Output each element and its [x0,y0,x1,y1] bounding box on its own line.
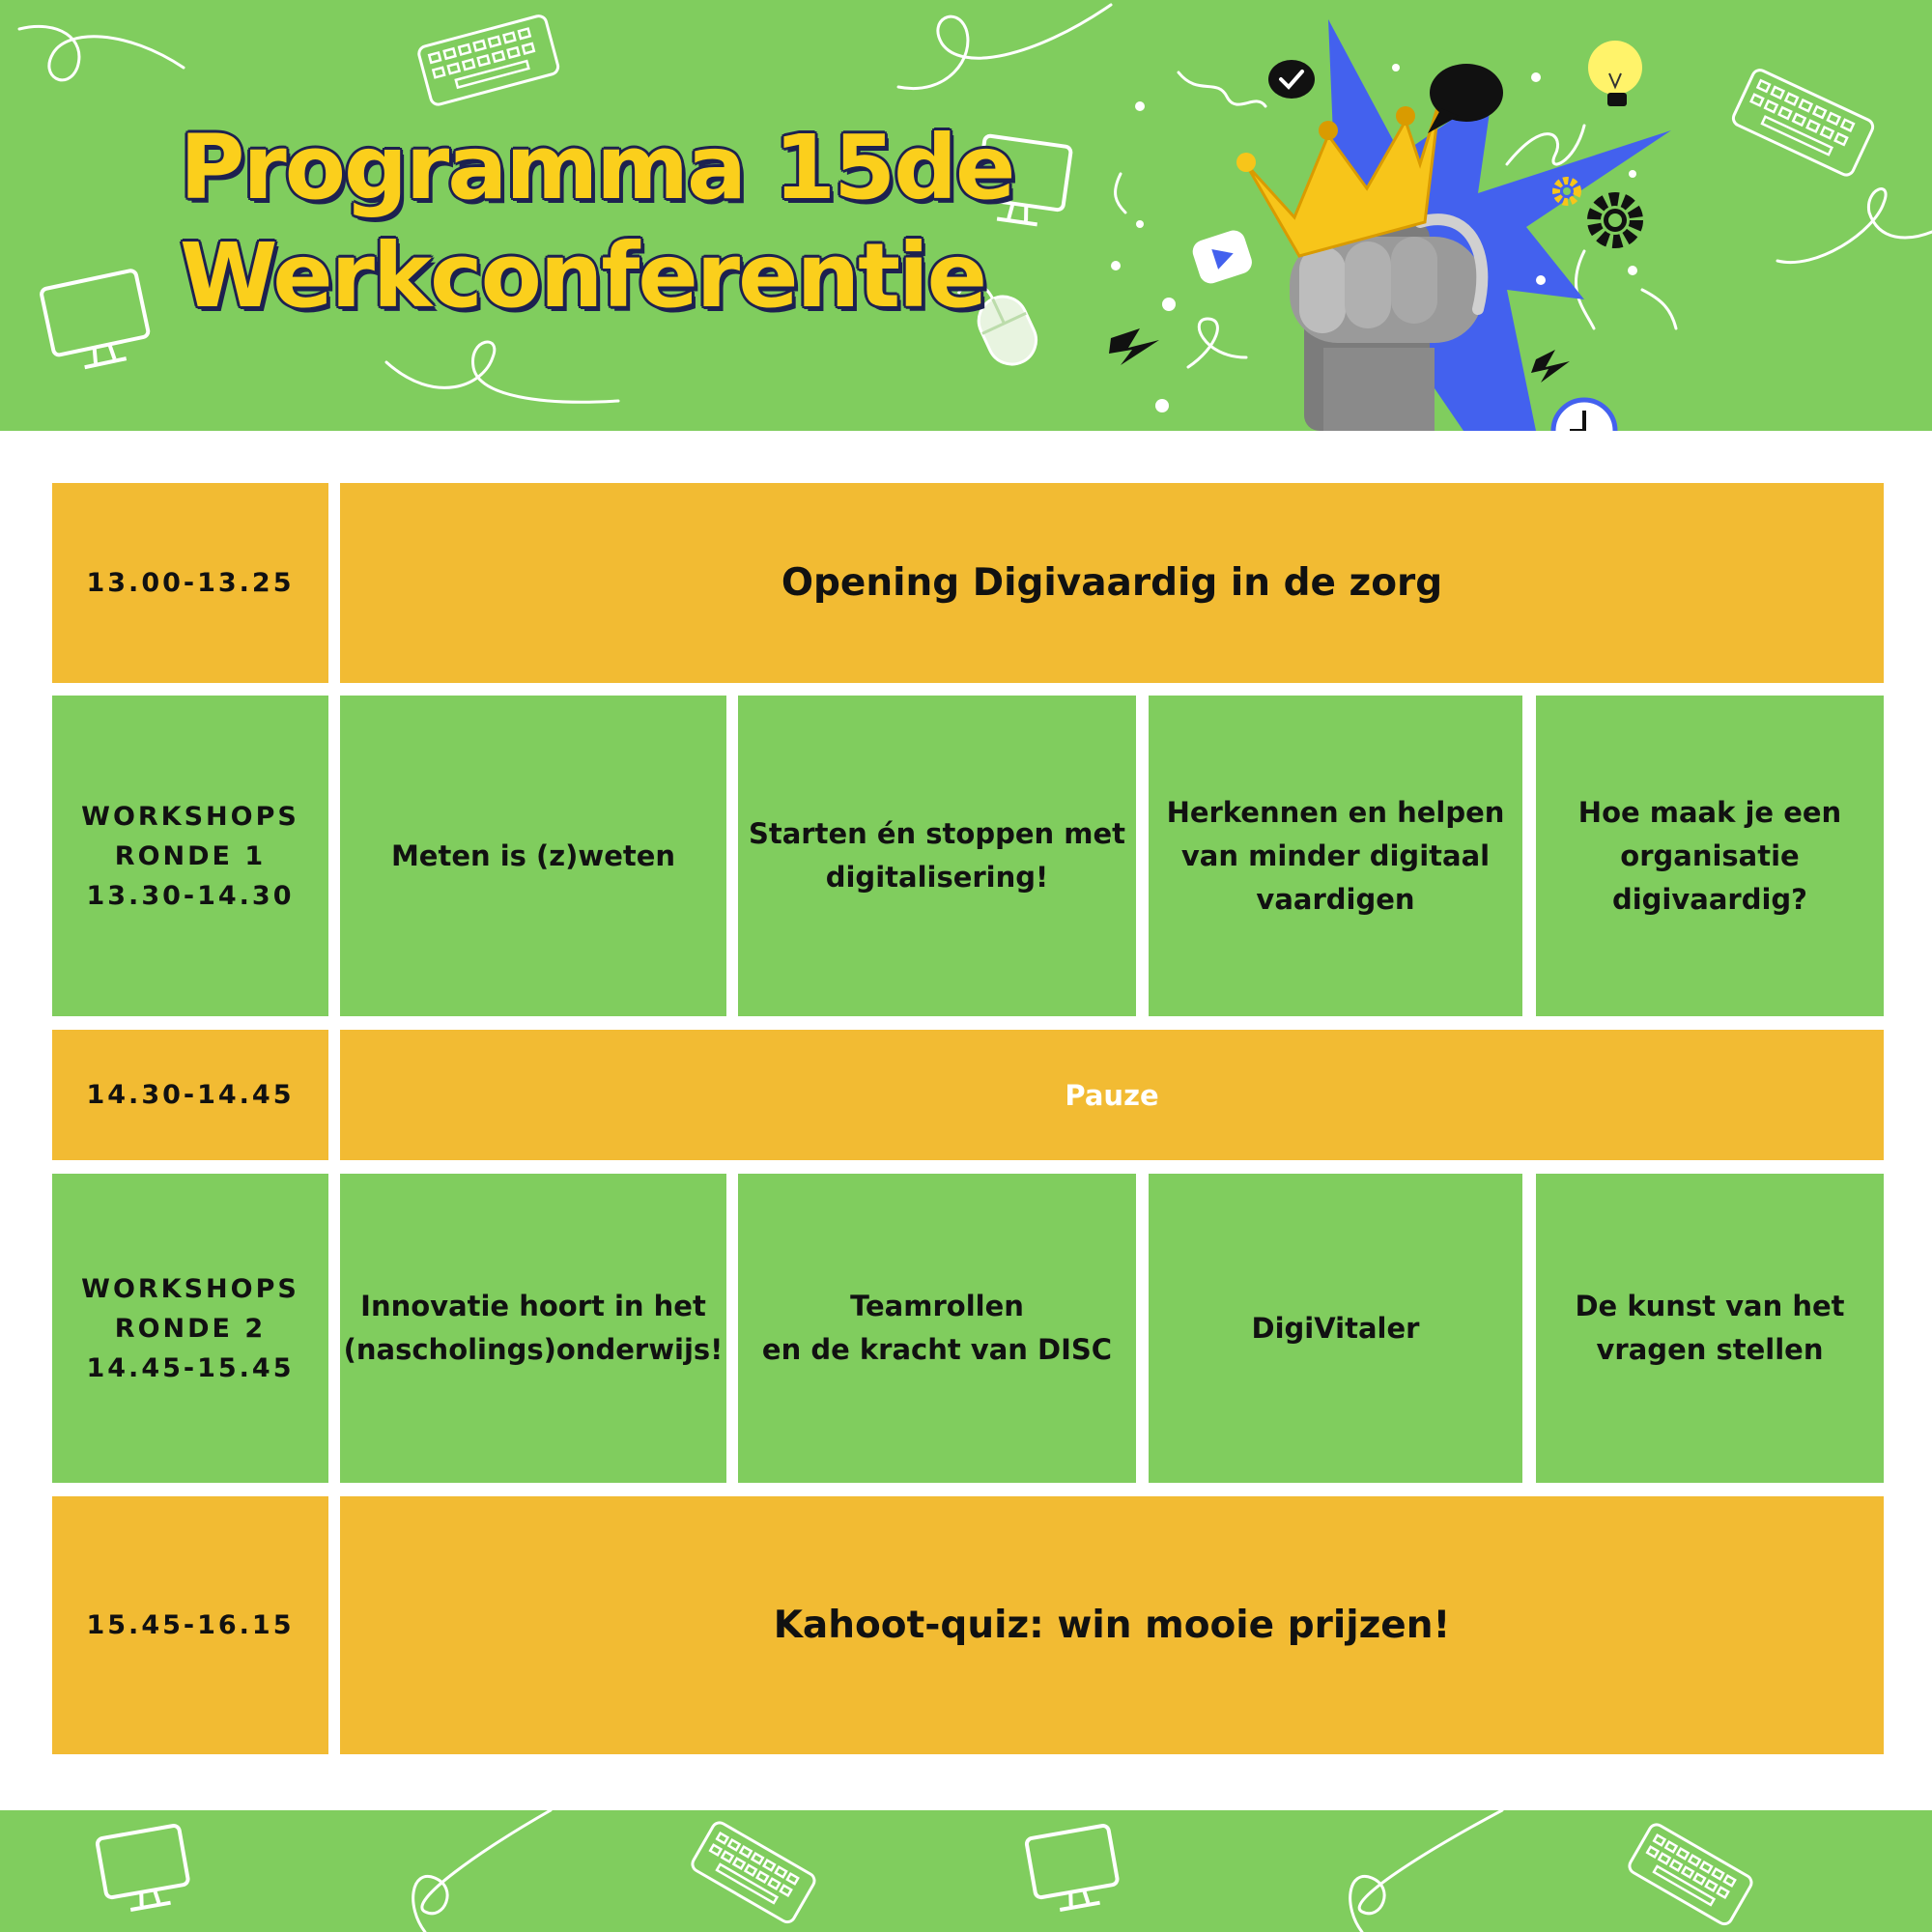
lightning-icon [1531,350,1570,383]
time-cell: 14.30-14.45 [52,1030,328,1160]
round-time: 13.30-14.30 [86,880,295,911]
swirl-line [1777,189,1932,263]
clock-icon [1553,400,1615,431]
page-title [180,114,1013,330]
round-time: 14.45-15.45 [86,1352,295,1383]
round-label-cell [52,1174,328,1483]
workshop-title: Starten én stoppen met [748,817,1126,850]
workshop-title: organisatie [1620,838,1800,872]
workshop-cell [1536,696,1884,1016]
time-cell: 15.45-16.15 [52,1496,328,1754]
workshop-cell [738,1174,1136,1483]
swirl-line [413,1810,551,1932]
swirl-line [386,342,618,402]
workshop-title: Hoe maak je een [1577,795,1842,829]
workshop-title: Meten is (z)weten [390,838,676,872]
swirl-line [19,26,184,79]
swirl-line [1188,319,1246,367]
keyboard-icon [690,1820,817,1924]
monitor-icon [1026,1825,1121,1914]
round-label: WORKSHOPS [81,1273,299,1304]
title-line: Programma 15de [180,116,1014,219]
gear-icon [1556,181,1577,202]
pause-session: Pauze [340,1030,1884,1160]
round-label-cell [52,696,328,1016]
swirl-line [898,5,1111,89]
workshop-title: (nascholings)onderwijs! [343,1333,724,1366]
swirl-line [1179,72,1265,106]
swirl-line [1507,126,1584,164]
keyboard-icon [1627,1822,1754,1926]
footer-banner [0,1810,1932,1932]
lightning-icon [1109,328,1159,365]
workshop-title: vragen stellen [1596,1333,1824,1366]
workshop-title: Herkennen en helpen [1166,795,1505,829]
workshop-cell [1149,696,1522,1016]
workshop-title: vaardigen [1256,882,1415,916]
workshop-cell [1536,1174,1884,1483]
workshop-cell [1149,1174,1522,1483]
workshop-title: digivaardig? [1611,882,1807,916]
workshop-cell [340,1174,726,1483]
swirl-line [1350,1810,1502,1932]
keyboard-icon [417,14,559,106]
checkmark-bubble-icon [1268,60,1315,99]
closing-session: Kahoot-quiz: win mooie prijzen! [340,1496,1884,1754]
workshop-cell [738,696,1136,1016]
header-banner [0,0,1932,431]
round-label: RONDE 1 [114,840,267,871]
workshop-title: Innovatie hoort in het [360,1290,706,1322]
workshop-cell [340,696,726,1016]
round-label: RONDE 2 [114,1313,267,1344]
lightbulb-icon [1588,41,1642,106]
workshop-title: en de kracht van DISC [761,1333,1113,1366]
swirl-line [1642,290,1676,328]
time-cell: 13.00-13.25 [52,483,328,683]
workshop-title: van minder digitaal [1180,838,1491,872]
swirl-line [1576,251,1594,328]
swirl-line [1116,174,1125,213]
workshop-title: DigiVitaler [1251,1311,1420,1345]
workshop-title: De kunst van het [1575,1290,1845,1322]
round-label: WORKSHOPS [81,801,299,832]
workshop-title: Teamrollen [850,1290,1024,1322]
opening-session: Opening Digivaardig in de zorg [340,483,1884,683]
workshop-title: digitalisering! [825,861,1049,894]
play-button-icon [1190,227,1255,286]
monitor-icon [41,270,153,373]
keyboard-icon [1731,68,1875,178]
monitor-icon [97,1825,191,1914]
footer-decoration [0,1810,1932,1932]
gear-icon [1594,199,1636,242]
title-line: Werkconferentie [180,224,985,327]
